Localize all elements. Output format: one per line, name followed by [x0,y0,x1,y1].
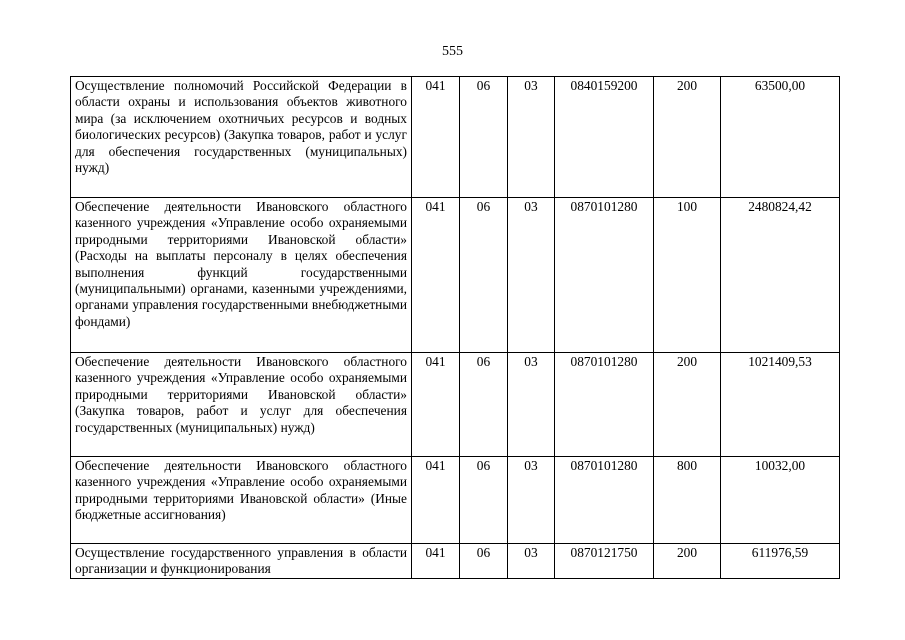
row-amount: 611976,59 [721,544,840,579]
row-target-article: 0840159200 [555,77,654,198]
row-section-code: 06 [460,457,508,544]
row-subsection-code: 03 [508,457,555,544]
row-description: Осуществление государственного управления в области организации и функционирования [71,544,412,579]
table-row [71,544,840,579]
row-target-article: 0870101280 [555,457,654,544]
row-section-code: 06 [460,544,508,579]
row-amount: 10032,00 [721,457,840,544]
page-number: 555 [442,44,463,59]
budget-table [70,76,840,579]
row-ministry-code: 041 [412,457,460,544]
row-expense-type: 200 [654,544,721,579]
table-row [71,77,840,198]
row-target-article: 0870121750 [555,544,654,579]
row-description: Обеспечение деятельности Ивановского областного казенного учреждения «Управление особо охраняемыми природными территориями Ивановской области» (Иные бюджетные ассигнования) [71,457,412,544]
row-description: Осуществление полномочий Российской Федерации в области охраны и использования объектов животного мира (за исключением охотничьих ресурсов и водных биологических ресурсов) (Закупка товаров, работ и услуг для обеспечения государственных (муниципальных) нужд) [71,77,412,198]
row-amount: 2480824,42 [721,198,840,353]
row-expense-type: 200 [654,353,721,457]
row-target-article: 0870101280 [555,353,654,457]
row-ministry-code: 041 [412,544,460,579]
row-amount: 1021409,53 [721,353,840,457]
row-description: Обеспечение деятельности Ивановского областного казенного учреждения «Управление особо охраняемыми природными территориями Ивановской области» (Расходы на выплаты персоналу в целях обеспечения выполнения функций государственными (муниципальными) органами, казенными учреждениями, органами управления государственными внебюджетными фондами) [71,198,412,353]
row-target-article: 0870101280 [555,198,654,353]
row-subsection-code: 03 [508,77,555,198]
row-subsection-code: 03 [508,544,555,579]
row-description: Обеспечение деятельности Ивановского областного казенного учреждения «Управление особо охраняемыми природными территориями Ивановской области» (Закупка товаров, работ и услуг для обеспечения государственных (муниципальных) нужд) [71,353,412,457]
row-subsection-code: 03 [508,198,555,353]
row-expense-type: 100 [654,198,721,353]
row-ministry-code: 041 [412,353,460,457]
row-expense-type: 200 [654,77,721,198]
row-section-code: 06 [460,198,508,353]
row-subsection-code: 03 [508,353,555,457]
table-row [71,198,840,353]
table-row [71,353,840,457]
row-ministry-code: 041 [412,77,460,198]
row-section-code: 06 [460,77,508,198]
row-expense-type: 800 [654,457,721,544]
row-ministry-code: 041 [412,198,460,353]
table-row [71,457,840,544]
row-section-code: 06 [460,353,508,457]
row-amount: 63500,00 [721,77,840,198]
